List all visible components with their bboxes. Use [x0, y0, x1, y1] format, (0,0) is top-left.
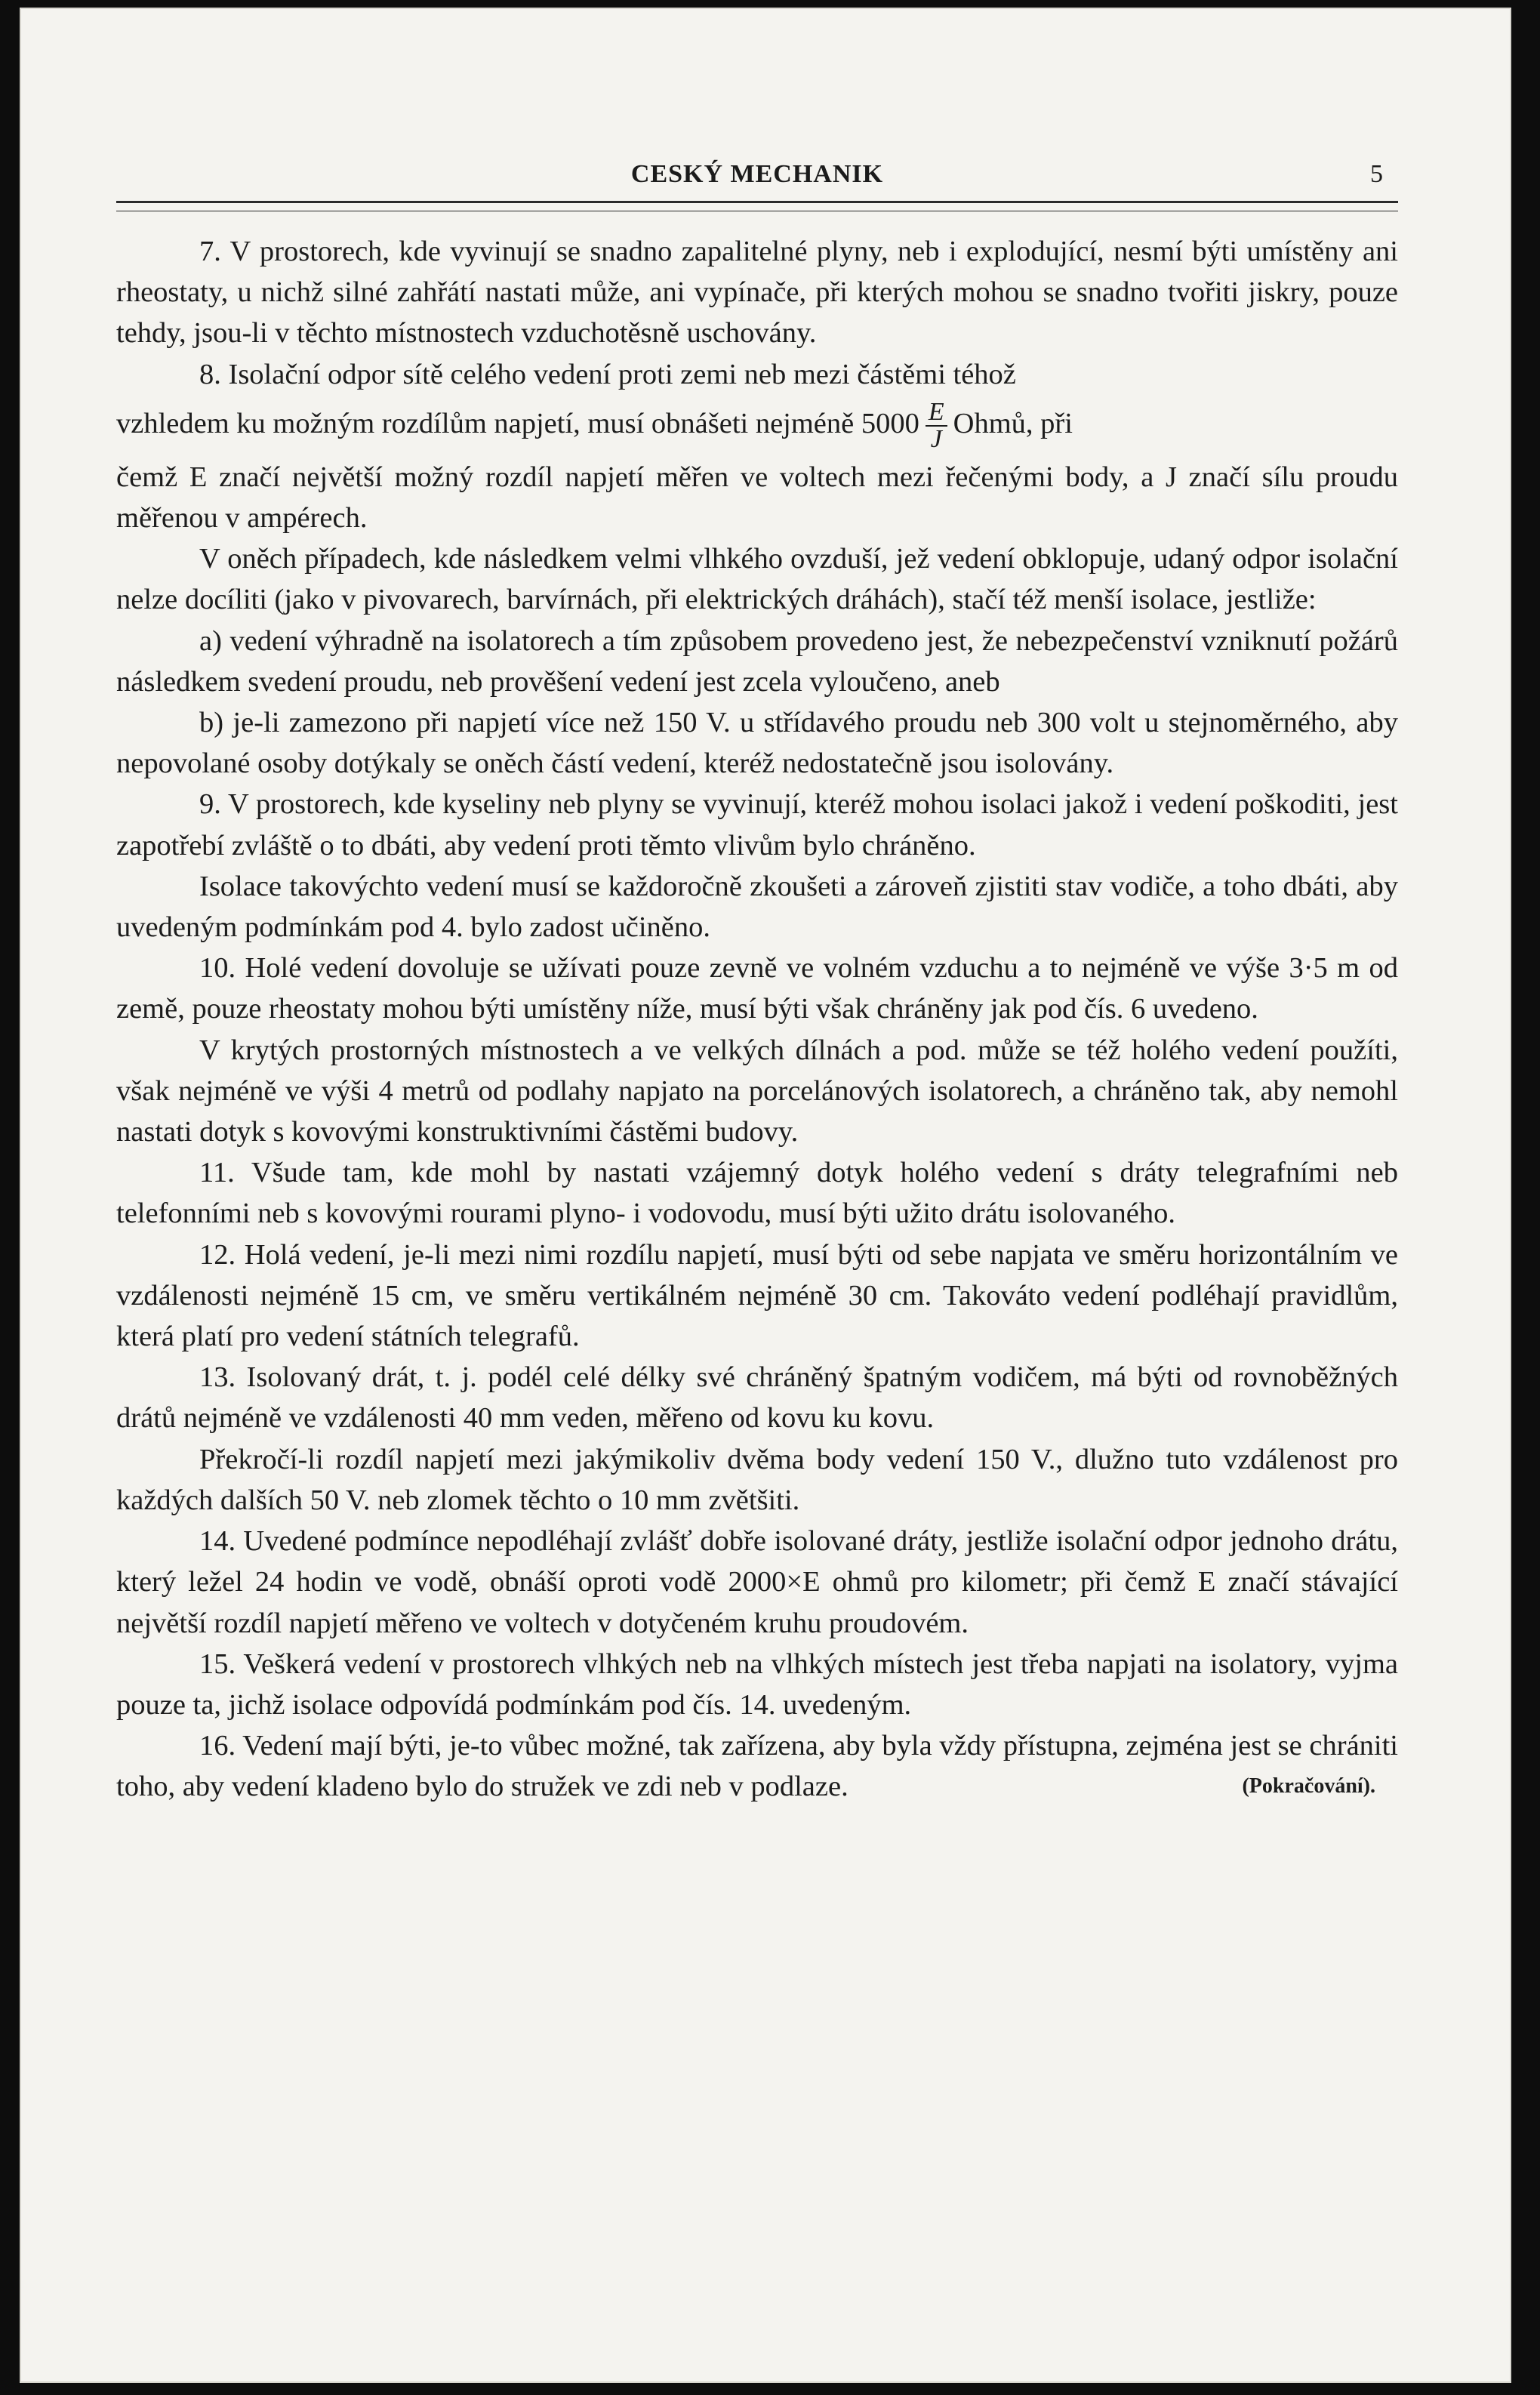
paragraph-8-continued: čemž E značí největší možný rozdíl napjetí měřen ve voltech mezi řečenými body, a J značí sílu proudu měřenou v ampérech.	[116, 461, 1398, 535]
fraction-denominator: J	[930, 424, 942, 453]
paragraph-humid-conditions: V oněch případech, kde následkem velmi vlhkého ovzduší, jež vedení obklopuje, udaný odpor isolační nelze docíliti (jako v pivovarech, barvírnách, při elektrických dráhách), stačí též menší isolace, jestliže:	[116, 543, 1398, 616]
paragraph-16-text: 16. Vedení mají býti, je-to vůbec možné, tak zařízena, aby byla vždy přístupna, zejména jest se chrániti toho, aby vedení kladeno bylo do stružek ve zdi neb v podlaze.	[116, 1730, 1398, 1803]
fraction-e-over-j	[926, 399, 947, 452]
paragraph-9: 9. V prostorech, kde kyseliny neb plyny se vyvinují, kteréž mohou isolaci jakož i vedení poškoditi, jest zapotřebí zvláště o to dbáti, aby vedení proti těmto vlivům bylo chráněno.	[116, 788, 1398, 862]
paragraph-16	[116, 1725, 1398, 1807]
header-rule	[116, 201, 1398, 211]
paragraph-8: 8. Isolační odpor sítě celého vedení proti zemi neb mezi částěmi téhož	[199, 358, 1016, 390]
paragraph-10-indoor: V krytých prostorných místnostech a ve velkých dílnách a pod. může se též holého vedení použíti, však nejméně ve výši 4 metrů od podlahy napjato na porcelánových isolatorech, a chráněno tak, aby nemohl nastati dotyk s kovovými konstruktivními částěmi budovy.	[116, 1034, 1398, 1148]
paragraph-item-a: a) vedení výhradně na isolatorech a tím způsobem provedeno jest, že nebezpečenství vzniknutí požárů následkem svedení proudu, neb prověšení vedení jest zcela vyloučeno, aneb	[116, 624, 1398, 698]
paragraph-10: 10. Holé vedení dovoluje se užívati pouze zevně ve volném vzduchu a to nejméně ve výše 3·5 m od země, pouze rheostaty mohou býti umístěny níže, musí býti však chráněny jak pod čís. 6 uvedeno.	[116, 952, 1398, 1025]
paragraph-15: 15. Veškerá vedení v prostorech vlhkých neb na vlhkých místech jest třeba napjati na isolatory, vyjma pouze ta, jichž isolace odpovídá podmínkám pod čís. 14. uvedeným.	[116, 1648, 1398, 1721]
paragraph-13-exceed: Překročí-li rozdíl napjetí mezi jakýmikoliv dvěma body vedení 150 V., dlužno tuto vzdálenost pro každých dalších 50 V. neb zlomek těchto o 10 mm zvětšiti.	[116, 1443, 1398, 1516]
paragraph-14: 14. Uvedené podmínce nepodléhají zvlášť dobře isolované dráty, jestliže isolační odpor jednoho drátu, který ležel 24 hodin ve vodě, obnáší oproti vodě 2000×E ohmů pro kilometr; při čemž E značí stávající největší rozdíl napjetí měřeno ve voltech v dotyčeném kruhu proudovém.	[116, 1525, 1398, 1639]
formula-text-after: Ohmů, při	[953, 407, 1073, 439]
page-header	[116, 157, 1398, 199]
paragraph-13: 13. Isolovaný drát, t. j. podél celé délky své chráněný špatným vodičem, má býti od rovnoběžných drátů nejméně ve vzdálenosti 40 mm veden, měřeno od kovu ku kovu.	[116, 1361, 1398, 1435]
paragraph-9-isolation: Isolace takovýchto vedení musí se každoročně zkoušeti a zároveň zjistiti stav vodiče, a toho dbáti, aby uvedeným podmínkám pod 4. bylo zadost učiněno.	[116, 870, 1398, 944]
running-title: CESKÝ MECHANIK	[630, 160, 884, 188]
page-number: 5	[1370, 160, 1383, 188]
article-body	[116, 231, 1398, 1808]
formula-line	[116, 399, 1398, 452]
book-page	[20, 8, 1511, 2383]
paragraph-12: 12. Holá vedení, je-li mezi nimi rozdílu napjetí, musí býti od sebe napjata ve směru horizontálním ve vzdálenosti nejméně 15 cm, ve směru vertikálném nejméně 30 cm. Takováto vedení podléhají pravidlům, která platí pro vedení státních telegrafů.	[116, 1238, 1398, 1353]
fraction-numerator: E	[926, 399, 947, 427]
paragraph-11: 11. Všude tam, kde mohl by nastati vzájemný dotyk holého vedení s dráty telegrafními neb telefonními neb s kovovými rourami plyno- i vodovodu, musí býti užito drátu isolovaného.	[116, 1157, 1398, 1230]
paragraph-item-b: b) je-li zamezono při napjetí více než 150 V. u střídavého proudu neb 300 volt u stejnoměrného, aby nepovolané osoby dotýkaly se oněch částí vedení, kteréž nedostatečně jsou isolovány.	[116, 707, 1398, 780]
formula-text-before: vzhledem ku možným rozdílům napjetí, musí obnášeti nejméně 5000	[116, 407, 919, 439]
paragraph-7: 7. V prostorech, kde vyvinují se snadno zapalitelné plyny, neb i explodující, nesmí býti umístěny ani rheostaty, u nichž silné zahřátí nastati může, ani vypínače, při kterých mohou se snadno tvořiti jiskry, pouze tehdy, jsou-li v těchto místnostech vzduchotěsně uschovány.	[116, 236, 1398, 350]
continuation-note: (Pokračování).	[1242, 1774, 1375, 1799]
